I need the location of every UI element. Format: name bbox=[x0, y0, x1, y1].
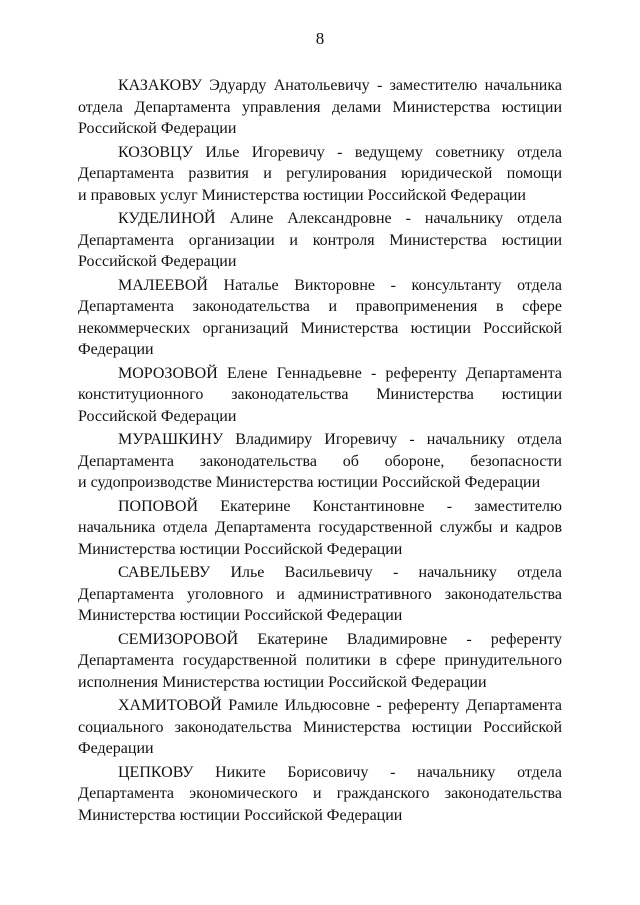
list-item bbox=[78, 275, 562, 361]
entry-line: САВЕЛЬЕВУ Илье Васильевичу - начальнику отдела bbox=[118, 564, 562, 581]
entry-line: Департамента законодательства об обороне, безопасности bbox=[78, 452, 562, 470]
entry-line: Департамента уголовного и административного законодательства bbox=[78, 585, 562, 603]
entry-line: Министерства юстиции Российской Федерации bbox=[78, 607, 403, 624]
entry-line: некоммерческих организаций Министерства юстиции Российской bbox=[78, 319, 562, 337]
entry-line: Федерации bbox=[78, 740, 154, 757]
entry-line: отдела Департамента управления делами Министерства юстиции bbox=[78, 98, 562, 116]
list-item bbox=[78, 695, 562, 760]
entry-line: ХАМИТОВОЙ Рамиле Ильдюсовне - референту Департамента bbox=[118, 697, 562, 714]
entry-line: начальника отдела Департамента государственной службы и кадров bbox=[78, 519, 562, 536]
list-item bbox=[78, 142, 562, 207]
entry-line: КАЗАКОВУ Эдуарду Анатольевичу - заместителю начальника bbox=[118, 77, 562, 94]
entry-line: Министерства юстиции Российской Федерации bbox=[78, 540, 403, 558]
entry-line: МОРОЗОВОЙ Елене Геннадьевне - референту Департамента bbox=[118, 364, 562, 382]
list-item bbox=[78, 562, 562, 627]
entry-line: конституционного законодательства Министерства юстиции bbox=[78, 386, 562, 403]
entry-line: Департамента экономического и гражданского законодательства bbox=[78, 785, 562, 802]
entry-line: ПОПОВОЙ Екатерине Константиновне - заместителю bbox=[118, 497, 562, 515]
entry-line: КОЗОВЦУ Илье Игоревичу - ведущему советнику отдела bbox=[118, 143, 562, 161]
entry-line: Департамента организации и контроля Министерства юстиции bbox=[78, 231, 562, 249]
entry-line: Федерации bbox=[78, 341, 154, 358]
entry-line: Российской Федерации bbox=[78, 253, 237, 270]
list-item bbox=[78, 496, 562, 561]
entry-line: социального законодательства Министерства юстиции Российской bbox=[78, 718, 562, 736]
entry-line: и судопроизводстве Министерства юстиции Российской Федерации bbox=[78, 474, 541, 491]
list-item bbox=[78, 429, 562, 494]
entry-line: Департамента развития и регулирования юридической помощи bbox=[78, 165, 562, 182]
page-number: 8 bbox=[315, 29, 325, 48]
list-item bbox=[78, 629, 562, 694]
list-item bbox=[78, 363, 562, 428]
entry-line: СЕМИЗОРОВОЙ Екатерине Владимировне - референту bbox=[118, 630, 562, 648]
entry-line: Российской Федерации bbox=[78, 407, 237, 425]
list-item bbox=[78, 208, 562, 273]
entry-line: ЦЕПКОВУ Никите Борисовичу - начальнику отдела bbox=[118, 763, 562, 781]
entry-line: Департамента государственной политики в сфере принудительного bbox=[78, 652, 562, 669]
entry-line: Министерства юстиции Российской Федерации bbox=[78, 806, 403, 824]
list-item bbox=[78, 75, 562, 140]
entry-line: Российской Федерации bbox=[78, 120, 237, 137]
award-list bbox=[78, 75, 562, 828]
entry-line: исполнения Министерства юстиции Российской Федерации bbox=[78, 673, 487, 691]
entry-line: МАЛЕЕВОЙ Наталье Викторовне - консультанту отдела bbox=[118, 276, 562, 294]
entry-line: КУДЕЛИНОЙ Алине Александровне - начальнику отдела bbox=[118, 210, 562, 227]
entry-line: Департамента законодательства и правоприменения в сфере bbox=[78, 298, 562, 315]
list-item bbox=[78, 762, 562, 827]
entry-line: МУРАШКИНУ Владимиру Игоревичу - начальнику отдела bbox=[118, 431, 562, 448]
entry-line: и правовых услуг Министерства юстиции Российской Федерации bbox=[78, 186, 526, 204]
